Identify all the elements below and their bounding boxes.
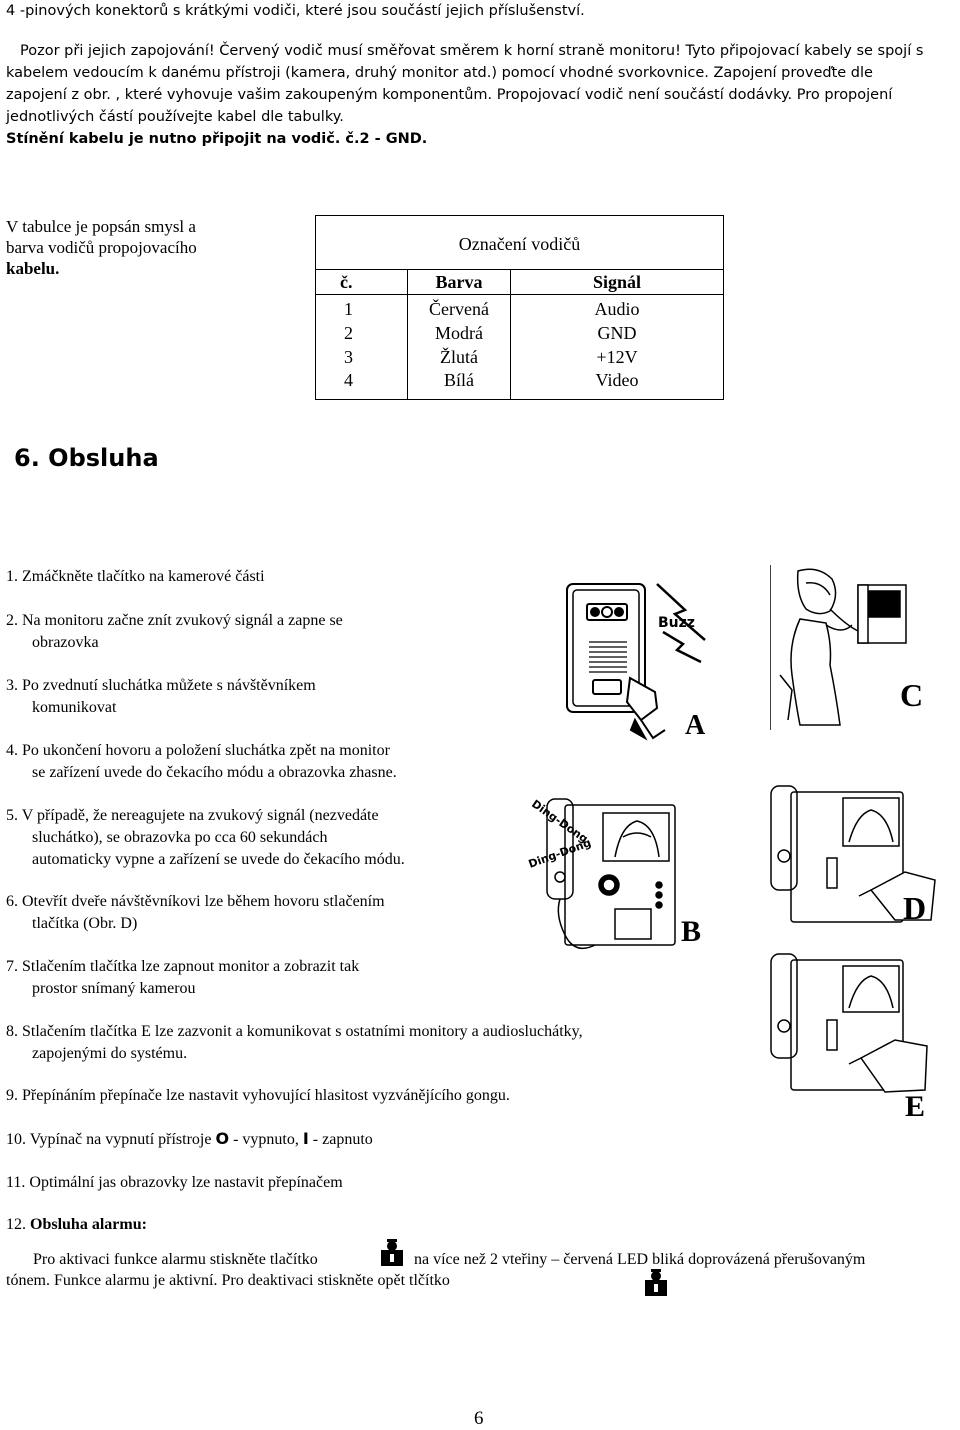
table-intro-line-3: kabelu. (6, 259, 60, 278)
table-row: 3 Žlutá +12V (316, 345, 724, 369)
table-row: 2 Modrá GND (316, 321, 724, 345)
page-number: 6 (474, 1408, 484, 1429)
wire-table (315, 215, 724, 400)
wire-table-header-no: č. (316, 270, 408, 295)
ding-dong-label: Ding-Dong (526, 836, 593, 871)
alarm-button-icon (381, 1236, 403, 1266)
alarm-line-1b: na více než 2 vteřiny – červená LED bliká doprovázená přerušovaným (414, 1251, 866, 1268)
step-7: 7. Stlačením tlačítka lze zapnout monitor a zobrazit tak prostor snímaný kamerou (6, 958, 360, 997)
table-intro (6, 216, 197, 279)
table-intro-line-1: V tabulce je popsán smysl a (6, 217, 196, 236)
alarm-button-icon (645, 1266, 667, 1296)
figure-a-door-station (545, 570, 715, 755)
table-row: 4 Bílá Video (316, 369, 724, 399)
figure-label-a: A (685, 710, 706, 741)
step-10: 10. Vypínač na vypnutí přístroje O - vypnuto, I - zapnuto (6, 1129, 373, 1148)
warning-line-3: zapojení z obr. , které vyhovuje vašim zakoupeným komponentům. Propojovací vodič není součástí dodávky. Pro propojení (6, 87, 893, 103)
warning-paragraph (6, 40, 923, 150)
warning-line-1: Pozor při jejich zapojování! Červený vodič musí směřovat směrem k horní straně monitoru! Tyto připojovací kabely se spojí s (20, 43, 924, 59)
buzz-label: Buzz (658, 615, 695, 631)
warning-line-4: jednotlivých částí používejte kabel dle tabulky. (6, 109, 344, 125)
figure-d-door-open (755, 780, 940, 930)
wire-table-header-color: Barva (408, 270, 511, 295)
step-8: 8. Stlačením tlačítka E lze zazvonit a komunikovat s ostatními monitory a audiosluchátky, zapojenými do systému. (6, 1023, 583, 1062)
figure-label-e: E (905, 1090, 926, 1123)
step-1: 1. Zmáčkněte tlačítko na kamerové části (6, 568, 265, 585)
warning-line-5: Stínění kabelu je nutno připojit na vodič. č.2 - GND. (6, 131, 428, 147)
step-4: 4. Po ukončení hovoru a položení sluchátka zpět na monitor se zařízení uvede do čekacího módu a obrazovka zhasne. (6, 742, 397, 781)
figure-e-intercom (755, 950, 940, 1125)
figure-b-monitor-ringing (525, 785, 710, 960)
step-3: 3. Po zvednutí sluchátka můžete s návštěvníkem komunikovat (6, 677, 316, 716)
step-5: 5. V případě, že nereagujete na zvukový signál (nezvedáte sluchátko), se obrazovka po cca 60 sekundách automaticky vypne a zařízení se uvede do čekacího módu. (6, 807, 405, 868)
wire-table-header-signal: Signál (592, 271, 642, 292)
figure-c-woman-monitor (770, 565, 945, 730)
step-11: 11. Optimální jas obrazovky lze nastavit přepínačem (6, 1174, 343, 1191)
figure-label-b: B (681, 915, 702, 948)
section-title: 6. Obsluha (14, 444, 159, 472)
alarm-line-1a: Pro aktivaci funkce alarmu stiskněte tlačítko (33, 1251, 318, 1268)
wire-table-title: Označení vodičů (316, 216, 724, 270)
step-2: 2. Na monitoru začne znít zvukový signál a zapne se obrazovka (6, 612, 343, 651)
warning-line-2: kabelem vedoucím k danému přístroji (kamera, druhý monitor atd.) pomocí vhodné svorkovnice. Zapojení proveďte dle (6, 65, 873, 81)
figure-label-c: C (900, 677, 924, 713)
ding-dong-label: Ding-Dong (529, 797, 591, 846)
intro-line: 4 -pinových konektorů s krátkými vodiči, které jsou součástí jejich příslušenství. (6, 3, 585, 19)
figure-label-d: D (903, 890, 927, 926)
step-12: 12. Obsluha alarmu: (6, 1216, 147, 1233)
step-6: 6. Otevřít dveře návštěvníkovi lze během hovoru stlačením tlačítka (Obr. D) (6, 893, 385, 932)
table-intro-line-2: barva vodičů propojovacího (6, 238, 197, 257)
table-row: 1 Červená Audio (316, 295, 724, 322)
alarm-line-2: tónem. Funkce alarmu je aktivní. Pro deaktivaci stiskněte opět tlčítko (6, 1272, 450, 1289)
step-9: 9. Přepínáním přepínače lze nastavit vyhovující hlasitost vyzvánějícího gongu. (6, 1087, 510, 1104)
